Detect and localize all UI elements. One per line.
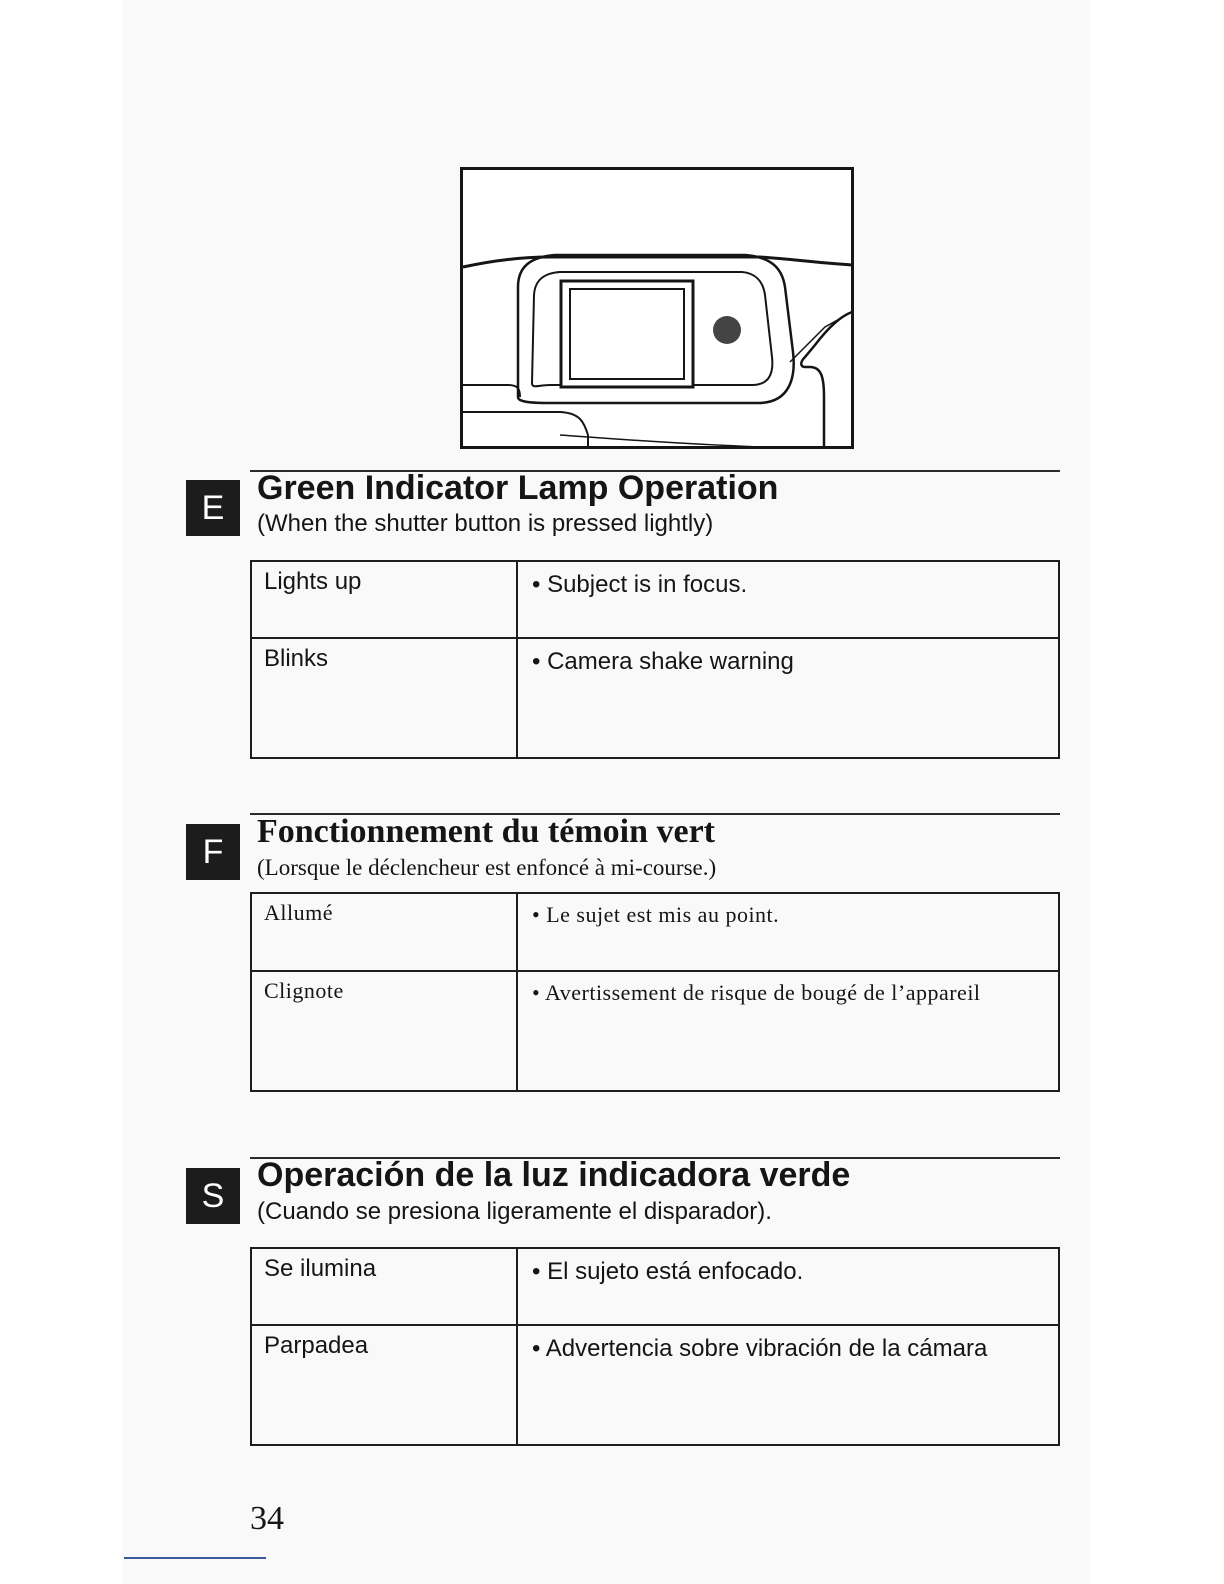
table-row: [251, 638, 1059, 758]
lamp-state-cell: Blinks: [251, 638, 517, 758]
section-title: Operación de la luz indicadora verde: [257, 1156, 851, 1194]
lamp-meaning-cell: • Le sujet est mis au point.: [517, 893, 1059, 971]
language-badge-e: E: [186, 480, 240, 536]
section-subtitle: (Lorsque le déclencheur est enfoncé à mi-course.): [257, 855, 717, 880]
section-subtitle: (When the shutter button is pressed lightly): [257, 510, 714, 537]
lamp-state-cell: Allumé: [251, 893, 517, 971]
language-badge-s: S: [186, 1168, 240, 1224]
table-row: [251, 1325, 1059, 1445]
table-row: [251, 1248, 1059, 1325]
table-row: [251, 561, 1059, 638]
section-title: Fonctionnement du témoin vert: [257, 813, 716, 850]
indicator-table: [250, 892, 1060, 1092]
indicator-lamp-icon: [713, 316, 741, 344]
lamp-meaning-cell: • El sujeto está enfocado.: [517, 1248, 1059, 1325]
lamp-meaning-cell: • Camera shake warning: [517, 638, 1059, 758]
lamp-state-cell: Lights up: [251, 561, 517, 638]
lamp-meaning-cell: • Avertissement de risque de bougé de l’appareil: [517, 971, 1059, 1091]
lamp-state-cell: Se ilumina: [251, 1248, 517, 1325]
section-title: Green Indicator Lamp Operation: [257, 469, 779, 507]
lamp-state-cell: Parpadea: [251, 1325, 517, 1445]
lamp-state-cell: Clignote: [251, 971, 517, 1091]
lamp-meaning-cell: • Subject is in focus.: [517, 561, 1059, 638]
indicator-table: [250, 1247, 1060, 1446]
table-row: [251, 971, 1059, 1091]
page-number: 34: [250, 1500, 284, 1537]
section-subtitle: (Cuando se presiona ligeramente el disparador).: [257, 1198, 772, 1225]
camera-viewfinder-icon: [460, 167, 854, 449]
bottom-divider: [124, 1557, 266, 1559]
indicator-table: [250, 560, 1060, 759]
language-badge-f: F: [186, 824, 240, 880]
lamp-meaning-cell: • Advertencia sobre vibración de la cámara: [517, 1325, 1059, 1445]
table-row: [251, 893, 1059, 971]
